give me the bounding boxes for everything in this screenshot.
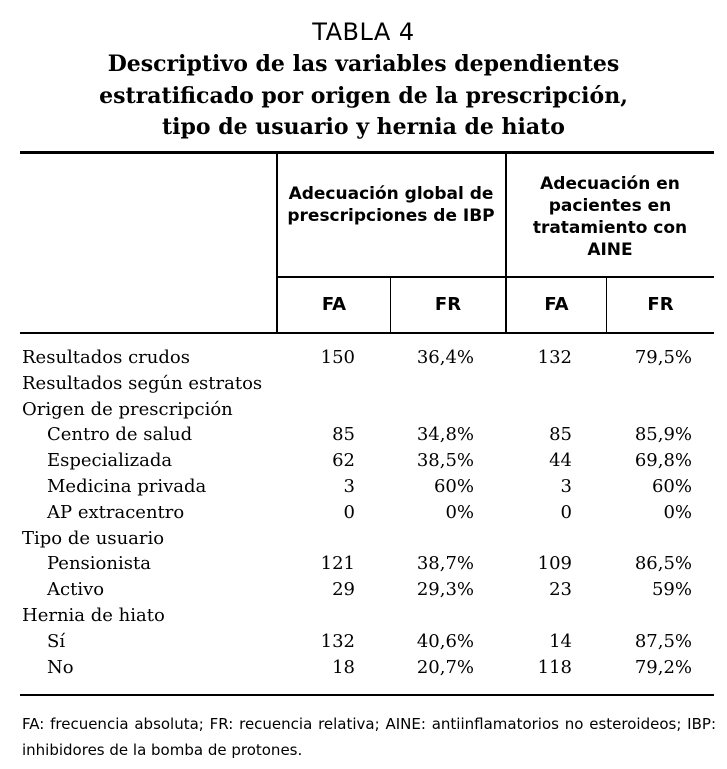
- cell-fr-global: 38,7%: [416, 553, 474, 575]
- cell-fa-global: 18: [332, 656, 355, 678]
- table-row: [0, 655, 727, 681]
- cell-fa-global: 85: [332, 424, 355, 446]
- table-row: [0, 448, 727, 474]
- cell-fr-global: 34,8%: [416, 424, 474, 446]
- table-row: [0, 526, 727, 552]
- header-group-global: Adecuación global de prescripciones de IBP: [287, 184, 495, 226]
- cell-fr-aine: 0%: [663, 501, 692, 523]
- cell-fa-aine: 85: [549, 424, 572, 446]
- cell-fr-global: 0%: [445, 501, 474, 523]
- cell-fa-aine: 109: [537, 553, 572, 575]
- cell-fa-global: 62: [332, 450, 355, 472]
- cell-fr-global: 38,5%: [416, 450, 474, 472]
- row-label: No: [47, 656, 74, 678]
- cell-fr-global: 60%: [433, 475, 474, 497]
- row-label: Origen de prescripción: [22, 398, 233, 420]
- subheader-fr: FR: [647, 294, 674, 315]
- cell-fa-aine: 0: [560, 501, 572, 523]
- table-footnote: FA: frecuencia absoluta; FR: recuencia relativa; AINE: antiinflamatorios no esteroideos; IBP: inhibidores de la bomba de protones.: [22, 715, 716, 759]
- cell-fr-aine: 60%: [651, 475, 692, 497]
- top-rule: [20, 151, 714, 154]
- cell-fr-global: 36,4%: [416, 347, 474, 368]
- row-label: Centro de salud: [47, 424, 193, 446]
- cell-fa-global: 132: [320, 630, 355, 652]
- subheader-fa: FA: [321, 294, 347, 315]
- cell-fr-aine: 85,9%: [634, 424, 692, 446]
- table-row: [0, 603, 727, 629]
- row-label: Sí: [47, 630, 66, 652]
- row-label: Hernia de hiato: [22, 604, 165, 626]
- table-row: [0, 371, 727, 397]
- header-bottom-rule: [20, 332, 714, 334]
- table-title-line-1: Descriptivo de las variables dependientes: [107, 51, 620, 77]
- table-row: [0, 500, 727, 526]
- row-label: Activo: [47, 579, 105, 601]
- header-group-aine: Adecuación en pacientes en tratamiento con AINE: [532, 174, 688, 260]
- subheader-fa: FA: [544, 294, 569, 315]
- subheader-fr: FR: [434, 294, 462, 315]
- row-label: Resultados crudos: [22, 347, 190, 368]
- cell-fa-aine: 23: [549, 579, 572, 601]
- cell-fa-global: 29: [332, 579, 355, 601]
- cell-fa-aine: 3: [560, 475, 572, 497]
- cell-fa-global: 150: [320, 347, 355, 368]
- cell-fr-aine: 79,5%: [634, 347, 692, 368]
- row-label: Pensionista: [47, 553, 151, 575]
- cell-fr-aine: 87,5%: [634, 630, 692, 652]
- table-title-line-3: tipo de usuario y hernia de hiato: [162, 114, 565, 140]
- table-row: [0, 422, 727, 448]
- cell-fa-global: 0: [343, 501, 355, 523]
- cell-fa-aine: 118: [537, 656, 572, 678]
- cell-fa-global: 121: [320, 553, 355, 575]
- cell-fa-aine: 44: [549, 450, 572, 472]
- row-label: Tipo de usuario: [22, 527, 165, 549]
- table-row: [0, 577, 727, 603]
- table-row: [0, 551, 727, 577]
- cell-fa-aine: 132: [537, 347, 572, 368]
- cell-fr-global: 40,6%: [416, 630, 474, 652]
- cell-fr-aine: 86,5%: [634, 553, 692, 575]
- table-row: [0, 397, 727, 423]
- table-row: [0, 474, 727, 500]
- cell-fr-aine: 59%: [651, 579, 692, 601]
- table-row: [0, 629, 727, 655]
- row-label: Medicina privada: [47, 475, 207, 497]
- table-title-line-2: estratificado por origen de la prescripción,: [99, 83, 628, 109]
- table-body: [0, 345, 727, 680]
- cell-fr-aine: 79,2%: [634, 656, 692, 678]
- row-label: Resultados según estratos: [22, 372, 263, 394]
- table-row: [0, 345, 727, 371]
- table-label: TABLA 4: [312, 18, 415, 46]
- cell-fa-aine: 14: [549, 630, 572, 652]
- cell-fr-global: 29,3%: [416, 579, 474, 601]
- row-label: AP extracentro: [47, 501, 185, 523]
- cell-fr-aine: 69,8%: [634, 450, 692, 472]
- row-label: Especializada: [47, 450, 173, 472]
- cell-fa-global: 3: [343, 475, 355, 497]
- header-sub-rule: [277, 276, 714, 278]
- bottom-rule: [20, 694, 714, 696]
- cell-fr-global: 20,7%: [416, 656, 474, 678]
